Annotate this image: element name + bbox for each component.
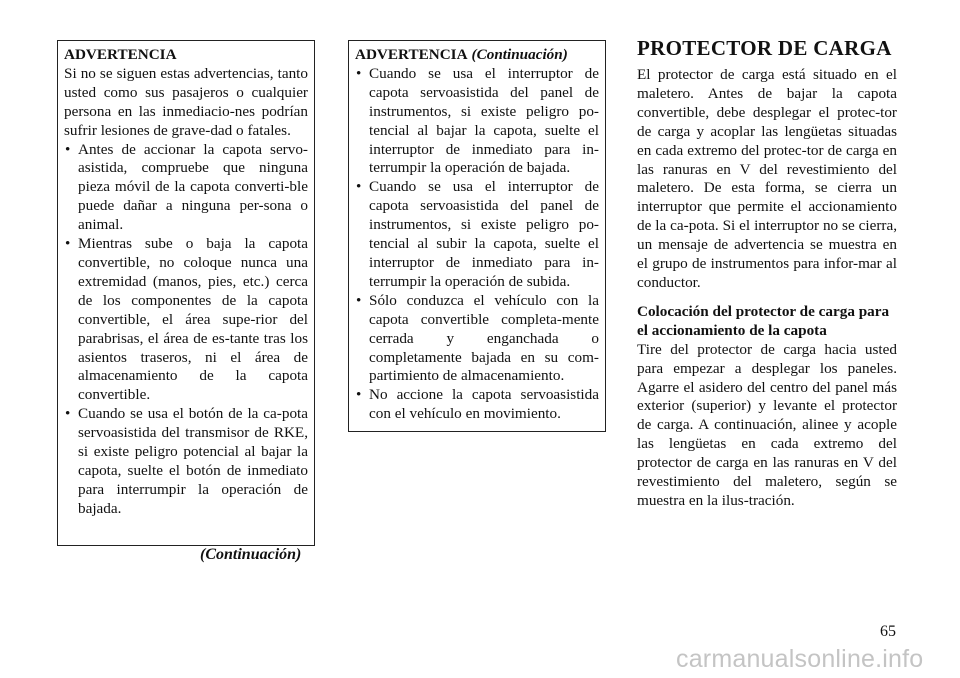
warning-bullet: • No accione la capota servoasistida con el vehículo en movimiento. xyxy=(355,386,599,424)
continuation-suffix: (Continuación) xyxy=(471,46,568,63)
subsection-heading: Colocación del protector de carga para el accionamiento de la capota xyxy=(637,302,890,339)
warning-bullet: • Cuando se usa el interruptor de capota servoasistida del panel de instrumentos, si existe peligro po-tencial al subir la capota, suelte el interruptor de inmediato para in-terrumpir la operación de subida. xyxy=(355,178,599,291)
watermark: carmanualsonline.info xyxy=(676,645,924,673)
warning-bullet: • Cuando se usa el interruptor de capota servoasistida del panel de instrumentos, si existe peligro po-tencial al bajar la capota, suelte el interruptor de inmediato para in-terrumpir la operación de bajada. xyxy=(355,65,599,178)
warning-list xyxy=(64,141,308,519)
section-intro: El protector de carga está situado en el maletero. Antes de bajar la capota convertible, debe desplegar el protec-tor de carga y acoplar las lengüetas situadas en cada extremo del protec-tor de carga en las ranuras en V del revestimiento del maletero. De esta forma, se cierra un interruptor que permite el accionamiento de la ca-pota. Si el interruptor no se cierra, un mensaje de advertencia se muestra en el grupo de instrumentos para infor-mar al conductor. xyxy=(637,66,897,291)
warning-bullet: • Sólo conduzca el vehículo con la capota convertible completa-mente cerrada y enganchada o completamente bajada en su com-partimiento de almacenamiento. xyxy=(355,292,599,387)
warning-bullet: • Cuando se usa el botón de la ca-pota servoasistida del transmisor de RKE, si existe peligro potencial al bajar la capota, suelte el botón de inmediato para interrumpir la operación de bajada. xyxy=(64,405,308,518)
page-number: 65 xyxy=(880,623,896,640)
warning-list xyxy=(355,65,599,424)
warning-bullet: • Mientras sube o baja la capota convertible, no coloque nunca una extremidad (manos, pies, etc.) cerca de los componentes de la capota convertible, el área supe-rior del parabrisas, el área de es-tante tras los asientos traseros, ni el área de almacenamiento de la capota convertible. xyxy=(64,235,308,405)
warning-heading: ADVERTENCIA xyxy=(64,46,177,63)
warning-box-middle xyxy=(348,40,606,432)
warning-bullet: • Antes de accionar la capota servo-asistida, compruebe que ninguna pieza móvil de la capota converti-ble puede dañar a ninguna per-sona o animal. xyxy=(64,141,308,236)
warning-box-left xyxy=(57,40,315,546)
continuation-label: (Continuación) xyxy=(200,546,302,563)
section-title: PROTECTOR DE CARGA xyxy=(637,36,892,60)
warning-heading: ADVERTENCIA (Continuación) xyxy=(355,46,568,63)
subsection-body: Tire del protector de carga hacia usted para empezar a desplegar los paneles. Agarre el asidero del centro del panel más exterior (superior) y levante el protector de carga. A continuación, alinee y acople las lengüetas en cada extremo del protector de carga en las ranuras en V del revestimiento del maletero, según se muestra en la ilus-tración. xyxy=(637,340,897,509)
warning-intro: Si no se siguen estas advertencias, tanto usted como sus pasajeros o cualquier persona en las inmediacio-nes podrían sufrir lesiones de grave-dad o fatales. xyxy=(64,64,308,139)
section-load-protector xyxy=(637,36,897,511)
